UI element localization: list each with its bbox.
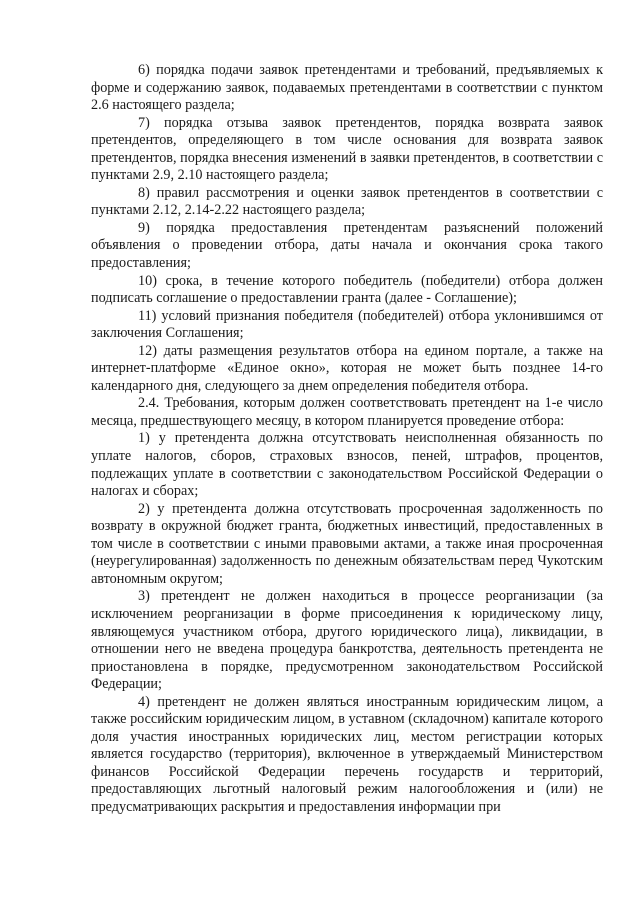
paragraph-item-8: 8) правил рассмотрения и оценки заявок претендентов в соответствии с пунктами 2.12, 2.14-2.22 настоящего раздела; [91,184,603,219]
requirement-item-2: 2) у претендента должна отсутствовать просроченная задолженность по возврату в окружной бюджет гранта, бюджетных инвестиций, предоставленных в том числе в соответствии с иными правовыми актами, а также иная просроченная (неурегулированная) задолженность по денежным обязательствам перед Чукотским автономным округом; [91,500,603,587]
requirement-item-4: 4) претендент не должен являться иностранным юридическим лицом, а также российским юридическим лицом, в уставном (складочном) капитале которого доля участия иностранных юридических лиц, местом регистрации которых является государство (территория), включенное в утверждаемый Министерством финансов Российской Федерации перечень государств и территорий, предоставляющих льготный налоговый режим налогообложения и (или) не предусматривающих раскрытия и предоставления информации при [91,693,603,815]
paragraph-item-11: 11) условий признания победителя (победителей) отбора уклонившимся от заключения Соглашения; [91,307,603,342]
paragraph-item-7: 7) порядка отзыва заявок претендентов, порядка возврата заявок претендентов, определяющего в том числе основания для возврата заявок претендентов, порядка внесения изменений в заявки претендентов, в соответствии с пунктами 2.9, 2.10 настоящего раздела; [91,114,603,184]
paragraph-item-9: 9) порядка предоставления претендентам разъяснений положений объявления о проведении отбора, даты начала и окончания срока такого предоставления; [91,219,603,272]
requirement-item-3: 3) претендент не должен находиться в процессе реорганизации (за исключением реорганизации в форме присоединения к юридическому лицу, являющемуся участником отбора, другого юридического лица), ликвидации, в отношении него не введена процедура банкротства, деятельность претендента не приостановлена в порядке, предусмотренном законодательством Российской Федерации; [91,588,603,693]
paragraph-item-6: 6) порядка подачи заявок претендентами и требований, предъявляемых к форме и содержанию заявок, подаваемых претендентами в соответствии с пунктом 2.6 настоящего раздела; [91,62,603,114]
section-2-4-heading-paragraph: 2.4. Требования, которым должен соответствовать претендент на 1-е число месяца, предшествующего месяцу, в котором планируется проведение отбора: [91,395,603,429]
paragraph-item-12: 12) даты размещения результатов отбора на едином портале, а также на интернет-платформе «Единое окно», которая не может быть позднее 14-го календарного дня, следующего за днем определения победителя отбора. [91,342,603,394]
requirement-item-1: 1) у претендента должна отсутствовать неисполненная обязанность по уплате налогов, сборов, страховых взносов, пеней, штрафов, процентов, подлежащих уплате в соответствии с законодательством Российской Федерации о налогах и сборах; [91,430,603,500]
document-page [91,62,603,817]
paragraph-item-10: 10) срока, в течение которого победитель (победители) отбора должен подписать соглашение о предоставлении гранта (далее - Соглашение); [91,272,603,307]
